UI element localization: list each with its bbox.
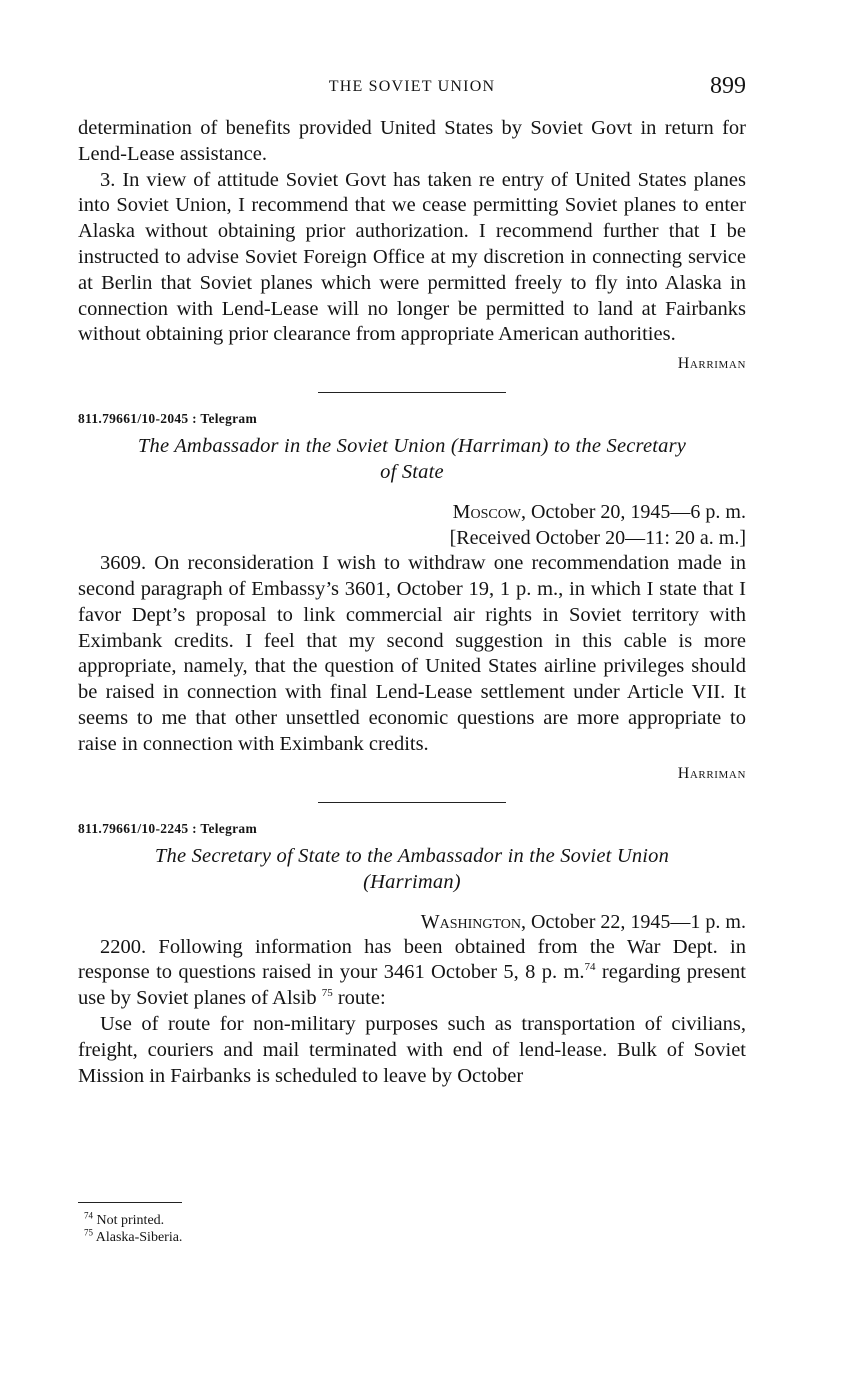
body-text: regarding present use by Soviet planes of Alsib — [78, 961, 746, 1010]
body-text: 2200. Following information has been obtained from the War Dept. in response to questions raised in your 3461 October 5, 8 p. m. — [78, 935, 746, 984]
received-line: [Received October 20—11: 20 a. m.] — [449, 527, 746, 550]
footnote-mark: 75 — [84, 1227, 93, 1238]
footnote-text: Alaska-Siberia. — [93, 1230, 183, 1245]
section-divider — [318, 802, 506, 803]
title-line: The Ambassador in the Soviet Union (Harriman) to the Secretary — [137, 435, 687, 458]
dateline-1 — [78, 499, 746, 525]
body-text: route: — [332, 987, 386, 1010]
dateline-date: October 22, 1945—1 p. m. — [526, 910, 746, 933]
dateline-place: Washington, — [420, 910, 527, 933]
title-line: The Secretary of State to the Ambassador in the Soviet Union — [154, 844, 670, 867]
telegram-body-2200 — [78, 935, 746, 1012]
title-line: (Harriman) — [363, 870, 461, 893]
section-divider — [318, 392, 506, 393]
page-number: 899 — [710, 73, 746, 99]
footnote-divider — [78, 1202, 182, 1203]
dateline-date: October 20, 1945—6 p. m. — [526, 501, 746, 524]
continued-paragraph: determination of benefits provided United States by Soviet Govt in return for Lend-Lease assistance. — [78, 117, 746, 165]
document-title-1 — [78, 433, 746, 485]
dateline-2 — [78, 909, 746, 935]
title-line: of State — [380, 461, 444, 484]
telegram-body-3609: 3609. On reconsideration I wish to withdraw one recommendation made in second paragraph of Embassy’s 3601, October 19, 1 p. m., in which I state that I favor Dept’s proposal to link commercial air rights in Soviet territory with Eximbank credits. I feel that my second suggestion in this cable is more appropriate, namely, that the question of United States airline privileges should be raised in connection with final Lend-Lease settlement under Article VII. It seems to me that other unsettled economic questions are more appropriate to raise in connection with Eximbank credits. — [78, 552, 746, 755]
footnotes — [84, 1212, 182, 1246]
footnote-ref-74[interactable]: 74 — [584, 961, 596, 974]
running-title: THE SOVIET UNION — [328, 78, 496, 95]
footnote-75 — [84, 1229, 182, 1246]
page-header — [78, 73, 746, 101]
signature-harriman-1 — [78, 352, 746, 376]
file-reference-2: 811.79661/10-2245 : Telegram — [78, 820, 258, 836]
paragraph-3: 3. In view of attitude Soviet Govt has taken re entry of United States planes into Soviet Union, I recommend that we cease permitting Soviet planes to enter Alaska without obtaining prior authorization. I recommend further that I be instructed to advise Soviet Foreign Office at my discretion in connecting service at Berlin that Soviet planes which were permitted freely to fly into Alaska in connection with Lend-Lease will no longer be permitted to land at Fairbanks without obtaining prior clearance from appropriate American authorities. — [78, 168, 746, 346]
signature-text: Harriman — [677, 764, 746, 782]
file-reference-1: 811.79661/10-2045 : Telegram — [78, 411, 258, 427]
signature-text: Harriman — [677, 355, 746, 373]
document-title-2 — [78, 843, 746, 895]
signature-harriman-2 — [78, 762, 746, 786]
page-body — [78, 116, 746, 1089]
telegram-body-2200-cont: Use of route for non-military purposes such as transportation of civilians, freight, couriers and mail terminated with end of lend-lease. Bulk of Soviet Mission in Fairbanks is scheduled to leave by October — [78, 1012, 746, 1087]
footnote-mark: 74 — [84, 1210, 93, 1221]
dateline-place: Moscow, — [452, 501, 527, 524]
footnote-ref-75[interactable]: 75 — [321, 987, 333, 1000]
footnote-74 — [84, 1212, 182, 1229]
footnote-text: Not printed. — [93, 1213, 165, 1228]
